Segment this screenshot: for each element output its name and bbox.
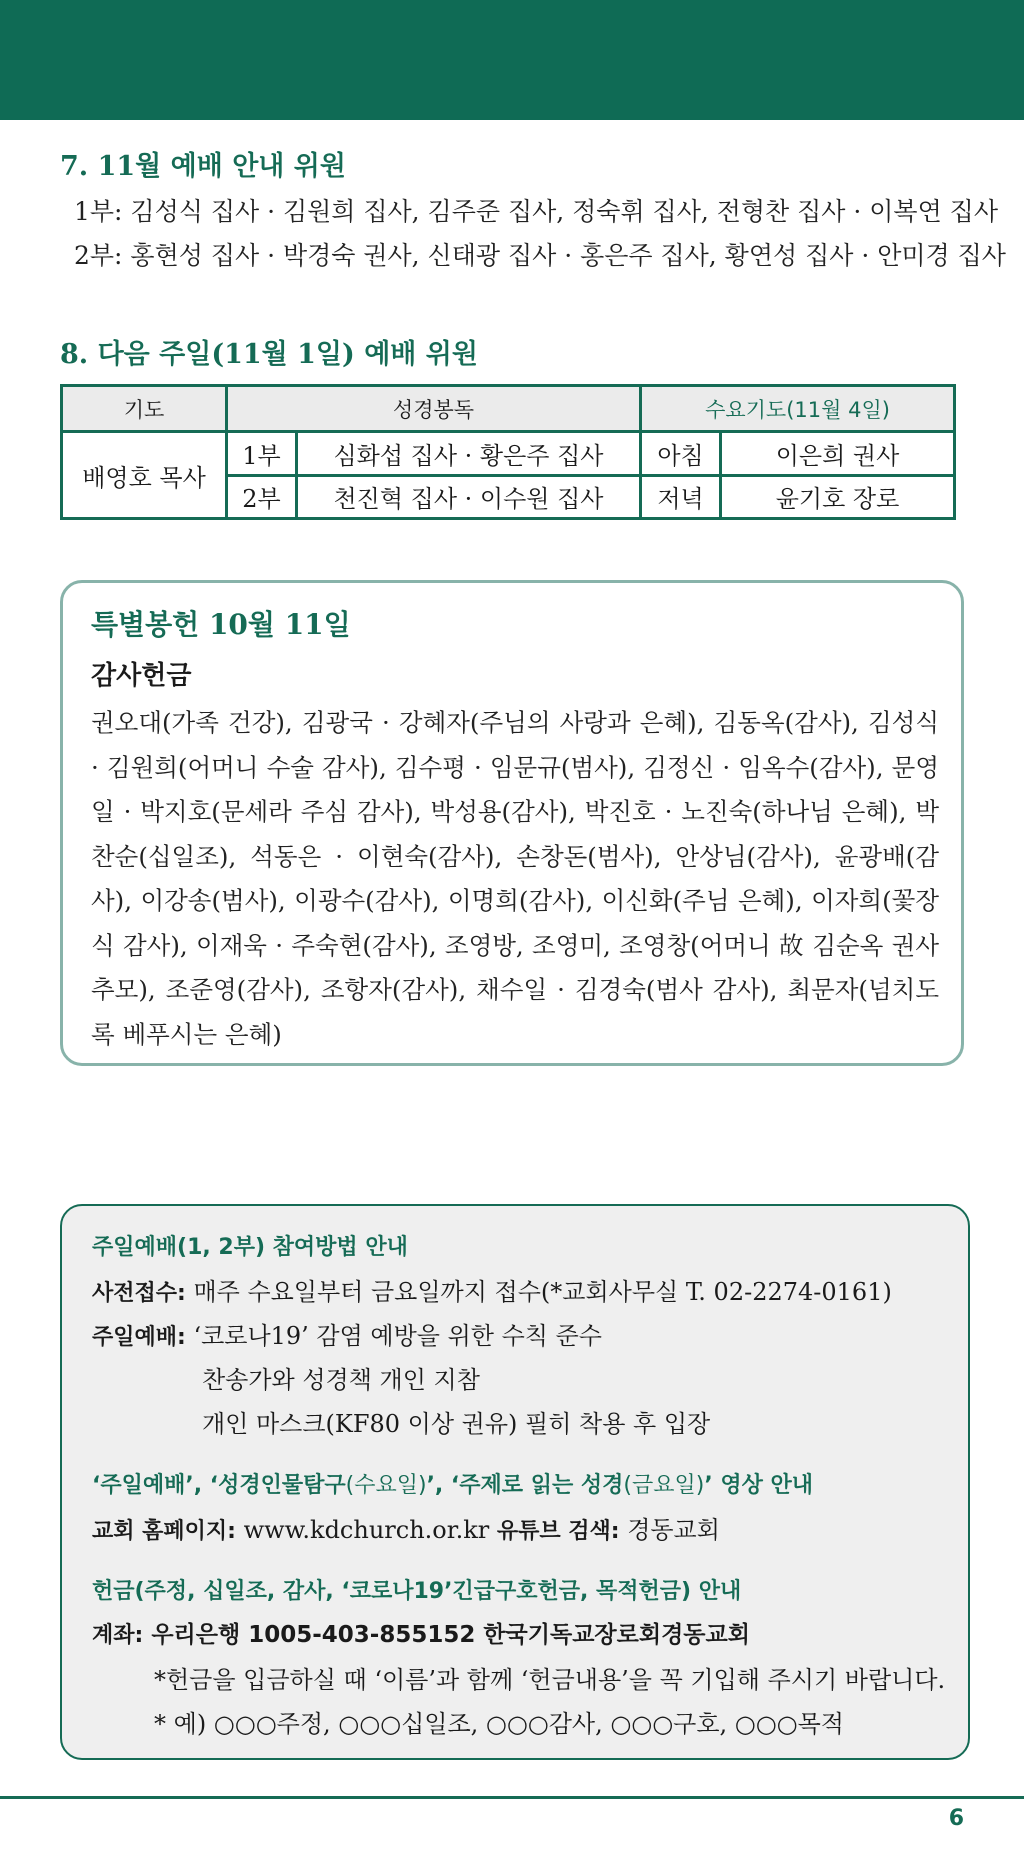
homepage-url[interactable]: www.kdchurch.or.kr (235, 1516, 497, 1544)
video-title-part-c: ’, ‘주제로 읽는 성경 (426, 1473, 624, 1498)
sunday-worship-line (92, 1316, 602, 1351)
row-2-wed-prayer: 윤기호 장로 (721, 475, 955, 519)
special-offering-box (60, 580, 964, 1066)
offering-note-2: * 예) ○○○주정, ○○○십일조, ○○○감사, ○○○구호, ○○○목적 (154, 1710, 844, 1738)
video-title-part-e: ’ 영상 안내 (704, 1473, 814, 1498)
thanks-offering-subtitle: 감사헌금 (91, 661, 192, 691)
sunday-worship-text: ‘코로나19’ 감염 예방을 위한 수칙 준수 (185, 1322, 602, 1350)
worship-participation-title: 주일예배(1, 2부) 참여방법 안내 (92, 1235, 408, 1260)
row-1-time: 아침 (641, 432, 721, 476)
header-scripture: 성경봉독 (227, 386, 641, 432)
special-offering-title: 특별봉헌 10월 11일 (91, 608, 351, 641)
homepage-line (92, 1510, 720, 1545)
offering-note-1: *헌금을 입금하실 때 ‘이름’과 함께 ‘헌금내용’을 꼭 기입해 주시기 바랍니다. (154, 1666, 946, 1694)
row-1-part: 1부 (227, 432, 297, 476)
worship-roster-table (60, 384, 956, 520)
youtube-search-label: 유튜브 검색: (496, 1519, 620, 1544)
row-2-part: 2부 (227, 475, 297, 519)
video-title-part-a: ‘주일예배’, ‘성경인물탐구 (92, 1473, 346, 1498)
page-number: 6 (948, 1806, 964, 1831)
section-8-title: 8. 다음 주일(11월 1일) 예배 위원 (60, 339, 478, 370)
sunday-worship-rule-3: 개인 마스크(KF80 이상 권유) 필히 착용 후 입장 (202, 1410, 711, 1438)
video-title-part-b: (수요일) (345, 1473, 427, 1498)
prayer-leader: 배영호 목사 (62, 432, 227, 519)
sunday-worship-rule-2: 찬송가와 성경책 개인 지참 (202, 1366, 480, 1394)
pre-registration-text: 매주 수요일부터 금요일까지 접수(*교회사무실 T. 02-2274-0161) (185, 1278, 892, 1306)
section-7-line-1: 1부: 김성식 집사 · 김원희 집사, 김주준 집사, 정숙휘 집사, 전형찬 집사 · 이복연 집사 (74, 197, 998, 226)
pre-registration-label: 사전접수: (92, 1281, 186, 1306)
footer-divider (0, 1796, 1024, 1799)
row-1-wed-prayer: 이은희 권사 (721, 432, 955, 476)
pre-registration-line (92, 1272, 892, 1307)
section-7-line-2: 2부: 홍현성 집사 · 박경숙 권사, 신태광 집사 · 홍은주 집사, 황연성 집사 · 안미경 집사 (74, 241, 1006, 270)
row-2-reader: 천진혁 집사 · 이수원 집사 (297, 475, 641, 519)
row-1-reader: 심화섭 집사 · 황은주 집사 (297, 432, 641, 476)
account-text: 우리은행 1005-403-855152 한국기독교장로회경동교회 (143, 1622, 750, 1648)
offering-guide-title: 헌금(주정, 십일조, 감사, ‘코로나19’긴급구호헌금, 목적헌금) 안내 (92, 1579, 742, 1604)
row-2-time: 저녁 (641, 475, 721, 519)
header-prayer: 기도 (62, 386, 227, 432)
video-guide-title (92, 1468, 813, 1499)
worship-info-box (60, 1204, 970, 1760)
header-band (0, 0, 1024, 120)
header-wednesday-prayer: 수요기도(11월 4일) (641, 386, 955, 432)
homepage-label: 교회 홈페이지: (92, 1519, 236, 1544)
youtube-search-text: 경동교회 (619, 1516, 720, 1544)
video-title-part-d: (금요일) (623, 1473, 705, 1498)
section-7-title: 7. 11월 예배 안내 위원 (60, 151, 346, 182)
offering-donor-list: 권오대(가족 건강), 김광국 · 강혜자(주님의 사랑과 은혜), 김동옥(감사), 김성식 · 김원희(어머니 수술 감사), 김수평 · 임문규(범사), 김정신 · 임옥수(감사), 문영일 · 박지호(문세라 주심 감사), 박성용(감사), 박진호 · 노진숙(하나님 은혜), 박찬순(십일조), 석동은 · 이현숙(감사), 손창돈(범사), 안상님(감사), 윤광배(감사), 이강송(범사), 이광수(감사), 이명희(감사), 이신화(주님 은혜), 이자희(꽃장식 감사), 이재욱 · 주숙현(감사), 조영방, 조영미, 조영창(어머니 故 김순옥 권사 추모), 조준영(감사), 조항자(감사), 채수일 · 김경숙(범사 감사), 최문자(넘치도록 베푸시는 은혜) (91, 708, 939, 1049)
account-line (92, 1616, 750, 1649)
sunday-worship-label: 주일예배: (92, 1325, 186, 1350)
account-label: 계좌: (92, 1623, 144, 1648)
